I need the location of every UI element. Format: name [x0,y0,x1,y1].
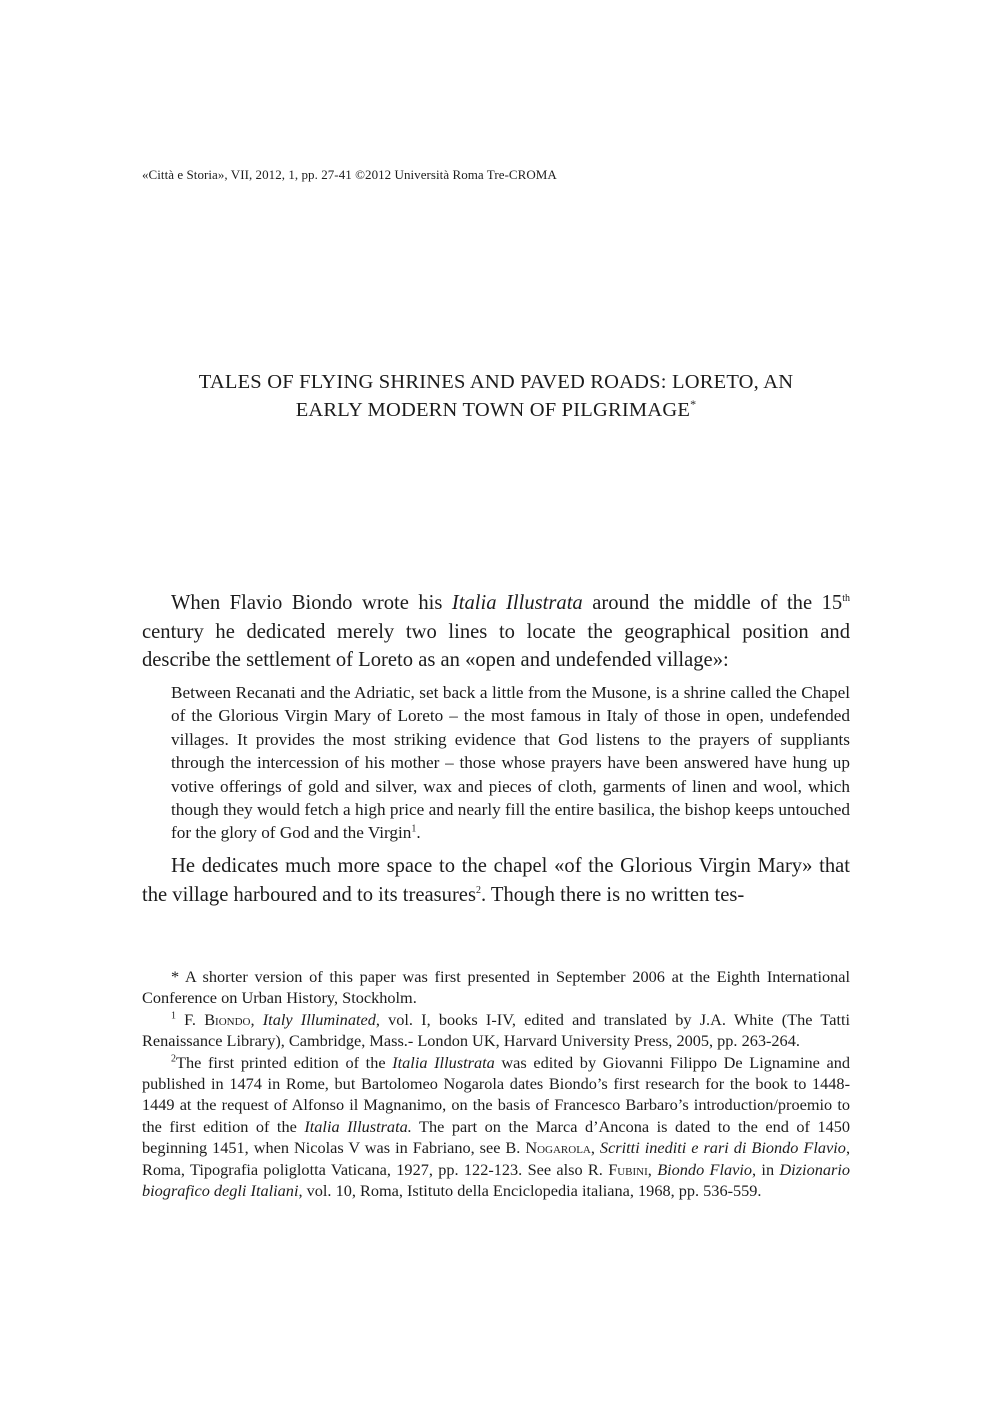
block-quote [171,681,850,845]
title-footnote-marker: * [690,397,697,412]
fn2-italic-2: Italia Illustrata. [304,1116,412,1136]
footnote-2 [142,1052,850,1202]
footnote-1 [142,1009,850,1052]
quote-end: . [416,823,421,843]
fn2-text-h: vol. 10, Roma, Istituto della Enciclopedia italiana, 1968, pp. 536-559. [302,1181,762,1201]
fn1-text-b: , [250,1009,263,1029]
p1-text-a: When Flavio Biondo wrote his [171,592,452,614]
fn1-text-d: , edited and translated by J.A. White (The Tatti Renaissance Library), Cambridge, Mass.- London UK, Harvard University Press, 2005, pp. 263-264. [142,1009,851,1051]
p1-text-c: around the middle of the 15 [582,592,843,614]
footnote-ref-2[interactable]: 2 [475,884,481,896]
fn2-text-g: , in [752,1159,780,1179]
fn1-text-a: F. [176,1009,205,1029]
title-line-2 [142,396,850,424]
fn2-author-2: Fubini [608,1159,648,1179]
fn2-text-d: , [590,1138,600,1158]
fn2-italic-3: Scritti inediti e rari di Biondo Flavio [599,1138,846,1158]
p2-text-b: . Though there is no written tes- [480,883,745,906]
fn2-text-e: , Roma, Tipografia poliglotta Vaticana, 1927, pp. 122-123. See also R. [142,1138,851,1179]
footnotes [142,966,850,1201]
body-paragraph-2 [142,852,850,909]
fn2-author-1: Nogarola [525,1138,591,1158]
fn2-italic-5: Dizionario biografico degli Italiani, [142,1159,850,1201]
fn2-text-f: , [647,1159,658,1179]
fn2-text-c: The part on the Marca d’Ancona is dated to the end of 1450 beginning 1451, when Nicolas V was in Fabriano, see B. [142,1116,851,1158]
footnote-ref-1[interactable]: 1 [411,823,417,835]
article-title [142,368,850,424]
p1-italic-title: Italia Illustrata [451,592,583,614]
quote-text: Between Recanati and the Adriatic, set back a little from the Musone, is a shrine called the Chapel of the Glorious Virgin Mary of Loreto – the most famous in Italy of those in open, undefended villages. It provides the most striking evidence that God listens to the prayers of suppliants through the intercession of his mother – those whose prayers have been answered have hung up votive offerings of gold and silver, wax and pieces of cloth, garments of linen and wool, which though they would fetch a high price and nearly fill the entire basilica, the bishop keeps untouched for the glory of God and the Virgin [171,683,850,843]
title-line-1: TALES OF FLYING SHRINES AND PAVED ROADS: LORETO, AN [198,371,794,393]
footnote-1-number: 1 [171,1010,176,1022]
p1-text-d: century he dedicated merely two lines to locate the geographical position and describe the settlement of Loreto as an «open and undefended village»: [142,620,850,671]
footnote-star: * A shorter version of this paper was first presented in September 2006 at the Eighth International Conference on Urban History, Stockholm. [142,967,850,1008]
p1-ordinal-sup: th [842,593,850,605]
fn2-italic-1: Italia Illustrata [392,1052,495,1072]
body-paragraph-1 [142,589,850,675]
fn2-italic-4: Biondo Flavio [657,1159,753,1179]
fn2-text-b: was edited by Giovanni Filippo De Lignamine and published in 1474 in Rome, but Bartolomeo Nogarola dates Biondo’s first research for the book to 1448-1449 at the request of Alfonso il Magnanimo, on the basis of Francesco Barbaro’s introduction/proemio to the first edition of the [142,1052,850,1136]
fn2-text-a: The first printed edition of the [176,1052,393,1072]
fn1-title: Italy Illuminated [262,1009,376,1029]
fn1-author: Biondo [204,1009,251,1029]
journal-citation: «Città e Storia», VII, 2012, 1, pp. 27-41 ©2012 Università Roma Tre-CROMA [142,167,557,182]
p2-text-a: He dedicates much more space to the chapel «of the Glorious Virgin Mary» that the village harboured and to its treasures [142,855,850,906]
fn1-text-c: , vol. I, books I-IV [375,1009,512,1029]
footnote-2-number: 2 [171,1053,176,1065]
title-line-2-text: EARLY MODERN TOWN OF PILGRIMAGE [295,399,691,421]
